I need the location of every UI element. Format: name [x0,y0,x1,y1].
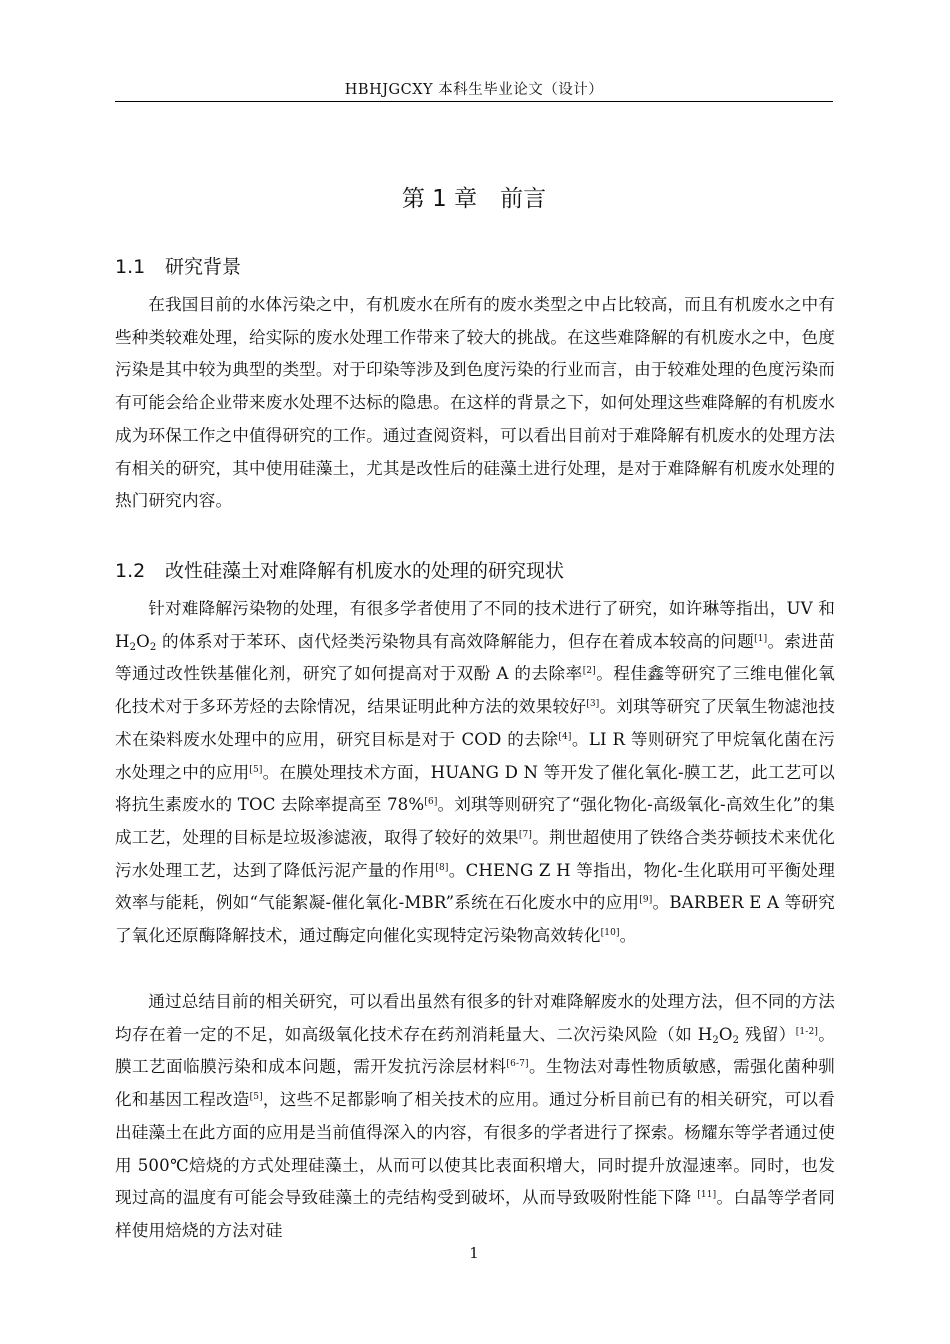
citation: [1-2] [795,1026,819,1037]
section-heading-1-1 [115,252,241,279]
page-number: 1 [469,1244,479,1262]
text-run: 的体系对于苯环、卤代烃类污染物具有高效降解能力，但存在着成本较高的问题 [156,631,755,651]
chapter-title: 第 1 章 前言 [401,186,547,212]
citation: [6-7] [506,1059,529,1070]
citation: [8] [435,862,449,873]
citation: [1] [754,633,768,644]
text-run: 。刘琪等则研究了“强化物化-高级氧化-高效生化”的集成工艺，处理的目标是垃圾渗滤液，取得了较好的效果 [115,795,835,847]
citation: [11] [697,1190,717,1201]
section-number: 1.2 [115,560,146,582]
paragraph-background: 在我国目前的水体污染之中，有机废水在所有的废水类型之中占比较高，而且有机废水之中有些种类较难处理，给实际的废水处理工作带来了较大的挑战。在这些难降解的有机废水之中，色度污染是其中较为典型的类型。对于印染等涉及到色度污染的行业而言，由于较难处理的色度污染而有可能会给企业带来废水处理不达标的隐患。在这样的背景之下，如何处理这些难降解的有机废水成为环保工作之中值得研究的工作。通过查阅资料，可以看出目前对于难降解有机废水的处理方法有相关的研究，其中使用硅藻土，尤其是改性后的硅藻土进行处理，是对于难降解有机废水处理的热门研究内容。 [115,295,835,511]
section-number: 1.1 [115,256,146,278]
section-title-text: 改性硅藻土对难降解有机废水的处理的研究现状 [165,560,565,582]
citation: [4] [558,731,572,742]
paragraph-research-status [115,593,835,953]
text-run: 。在膜处理技术方面，HUANG D N 等开发了催化氧化-膜工艺，此工艺可以将抗生素废水的 TOC 去除率提高至 78% [115,762,835,815]
text-run: 。膜工艺面临膜污染和成本问题，需开发抗污涂层材料 [115,1024,835,1077]
citation: [3] [586,699,600,710]
citation: [5] [249,764,263,775]
citation: [6] [424,797,438,808]
text-run: O [136,631,150,651]
text-run: 。程佳鑫等研究了三维电催化氧化技术对于多环芳烃的去除情况，结果证明此种方法的效果较好 [115,664,835,717]
text-run: 。生物法对毒性物质敏感，需强化菌种驯化和基因工程改造 [115,1057,836,1110]
section-title-text: 研究背景 [165,256,242,278]
text-run: 。白晶等学者同样使用焙烧的方法对硅 [115,1188,835,1240]
text-run: 。荆世超使用了铁络合类芬顿技术来优化污水处理工艺，达到了降低污泥产量的作用 [115,827,835,880]
citation: [5] [249,1092,263,1103]
header-rule [115,101,833,102]
text-run: 。 [619,926,637,946]
section-heading-1-2 [115,556,564,583]
subscript: 2 [712,1034,719,1046]
paragraph-summary [115,986,835,1248]
text-run: 。BARBER E A 等研究了氧化还原酶降解技术，通过酶定向催化实现特定污染物高效转化 [115,893,835,946]
citation: [2] [582,666,596,677]
text-run: 残留） [739,1024,796,1044]
citation: [10] [600,928,620,939]
text-run: 。索进苗等通过改性铁基催化剂，研究了如何提高对于双酚 A 的去除率 [115,631,835,684]
subscript: 2 [732,1034,740,1046]
text-run: 。LI R 等则研究了甲烷氧化菌在污水处理之中的应用 [115,729,835,782]
text-run: 。刘琪等研究了厌氧生物滤池技术在染料废水处理中的应用，研究目标是对于 COD 的去除 [115,697,835,749]
text-run: ，这些不足都影响了相关技术的应用。通过分析目前已有的相关研究，可以看出硅藻土在此方面的应用是当前值得深入的内容，有很多的学者进行了探索。杨耀东等学者通过使用 500℃焙烧的方式处理硅藻土，从而可以使其比表面积增大，同时提升放湿速率。同时，也发现过高的温度有可能会导致硅藻土的壳结构受到破坏，从而导致吸附性能下降 [115,1090,835,1208]
text-run: 通过总结目前的相关研究，可以看出虽然有很多的针对难降解废水的处理方法，但不同的方法均存在着一定的不足，如高级氧化技术存在药剂消耗量大、二次污染风险（如 H [115,992,835,1044]
subscript: 2 [129,641,137,653]
subscript: 2 [149,641,157,653]
citation: [9] [639,895,653,906]
text-run: 。CHENG Z H 等指出，物化-生化联用可平衡处理效率与能耗，例如“气能絮凝-催化氧化-MBR”系统在石化废水中的应用 [115,860,835,913]
text-run: 针对难降解污染物的处理，有很多学者使用了不同的技术进行了研究，如许琳等指出，UV 和 H [115,599,835,651]
text-run: O [718,1024,733,1044]
page-header: HBHJGCXY 本科生毕业论文（设计） [344,82,604,98]
citation: [7] [518,829,533,840]
